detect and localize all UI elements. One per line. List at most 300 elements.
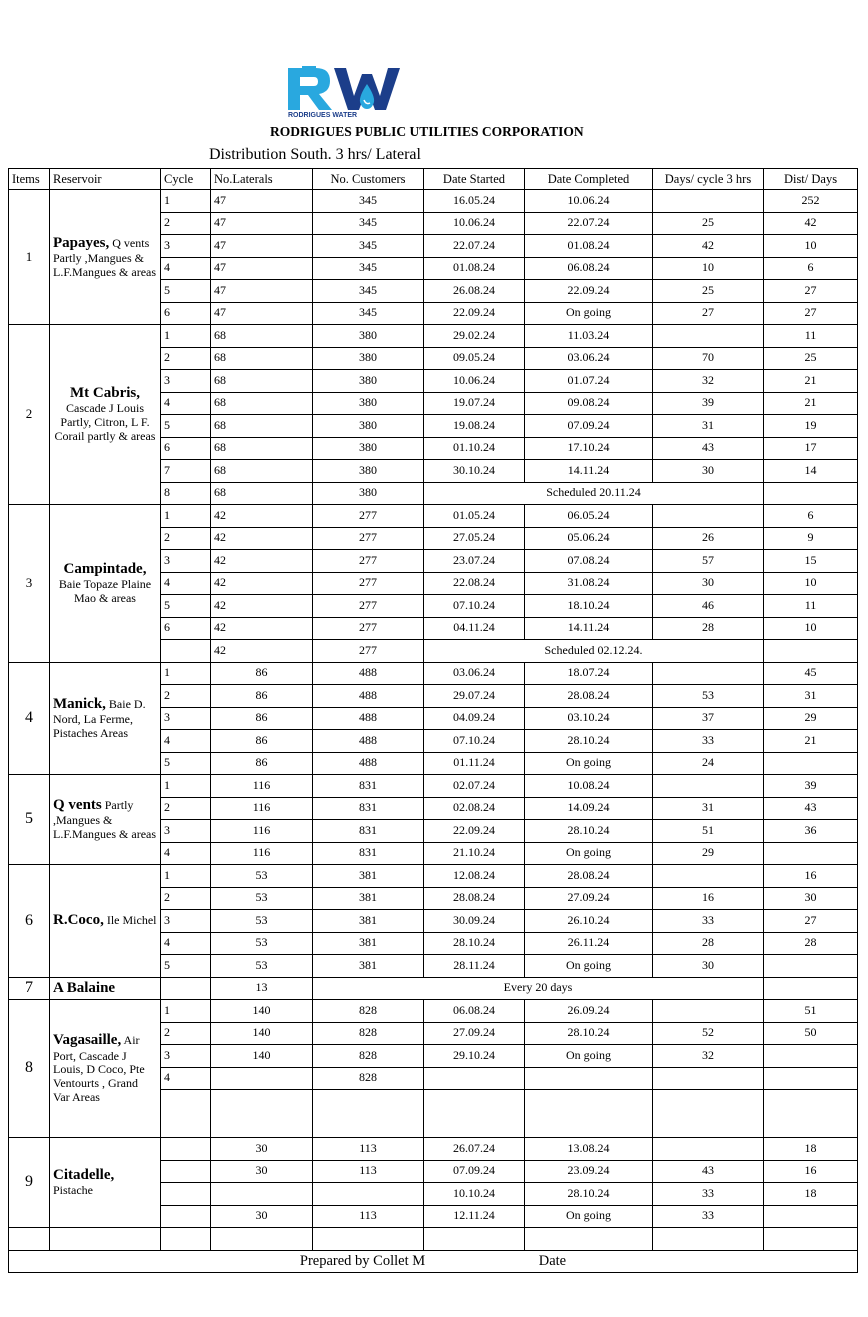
cycle-cell: 1 (161, 865, 211, 888)
column-header: No.Laterals (211, 169, 313, 190)
date-started-cell: 16.05.24 (424, 190, 525, 213)
customers-cell: 828 (313, 1000, 424, 1023)
days-cycle-cell: 29 (653, 842, 764, 865)
date-started-cell: 23.07.24 (424, 550, 525, 573)
customers-cell: 488 (313, 730, 424, 753)
date-started-cell: 10.06.24 (424, 212, 525, 235)
cycle-cell: 2 (161, 797, 211, 820)
reservoir-cell (50, 977, 161, 1000)
table-row (9, 505, 858, 528)
customers-cell: 488 (313, 685, 424, 708)
column-header: Date Started (424, 169, 525, 190)
table-row (9, 662, 858, 685)
date-completed-cell: 28.10.24 (525, 1183, 653, 1206)
customers-cell: 380 (313, 415, 424, 438)
customers-cell: 345 (313, 212, 424, 235)
date-completed-cell: 31.08.24 (525, 572, 653, 595)
laterals-cell: 116 (211, 775, 313, 798)
laterals-cell: 42 (211, 572, 313, 595)
dist-days-cell: 10 (764, 617, 858, 640)
days-cycle-cell: 43 (653, 1160, 764, 1183)
customers-cell: 828 (313, 1067, 424, 1090)
days-cycle-cell (764, 482, 858, 505)
laterals-cell: 140 (211, 1045, 313, 1068)
date-completed-cell: On going (525, 955, 653, 978)
customers-cell: 113 (313, 1138, 424, 1161)
days-cycle-cell: 53 (653, 685, 764, 708)
cycle-cell (161, 1205, 211, 1228)
date-started-cell: 28.10.24 (424, 932, 525, 955)
date-completed-cell: 22.09.24 (525, 280, 653, 303)
footer-cell (9, 1250, 858, 1273)
dist-days-cell: 16 (764, 1160, 858, 1183)
cycle-cell: 1 (161, 325, 211, 348)
date-completed-cell: 09.08.24 (525, 392, 653, 415)
days-cycle-cell: 32 (653, 1045, 764, 1068)
date-completed-cell: 27.09.24 (525, 887, 653, 910)
customers-cell: 277 (313, 617, 424, 640)
reservoir-areas: Cascade J Louis Partly, Citron, L F. Corail partly & areas (54, 401, 156, 444)
laterals-cell: 13 (211, 977, 313, 1000)
dist-days-cell: 29 (764, 707, 858, 730)
cycle-cell: 3 (161, 550, 211, 573)
laterals-cell (211, 1090, 313, 1138)
laterals-cell: 42 (211, 617, 313, 640)
laterals-cell (211, 1067, 313, 1090)
cycle-cell: 2 (161, 212, 211, 235)
date-started-cell: 01.08.24 (424, 257, 525, 280)
distribution-table (8, 168, 858, 1273)
laterals-cell: 68 (211, 415, 313, 438)
date-completed-cell (525, 1067, 653, 1090)
dist-days-cell: 30 (764, 887, 858, 910)
laterals-cell: 86 (211, 707, 313, 730)
laterals-cell: 30 (211, 1205, 313, 1228)
reservoir-name: Campintade, (63, 560, 147, 577)
item-number: 9 (9, 1138, 50, 1228)
column-header: Cycle (161, 169, 211, 190)
dist-days-cell: 19 (764, 415, 858, 438)
customers-cell: 380 (313, 460, 424, 483)
laterals-cell: 47 (211, 280, 313, 303)
customers-cell: 277 (313, 505, 424, 528)
customers-cell: 113 (313, 1205, 424, 1228)
cycle-cell (161, 1090, 211, 1138)
item-number: 4 (9, 662, 50, 775)
date-started-cell: 19.08.24 (424, 415, 525, 438)
document-header (0, 0, 868, 168)
date-completed-cell: 01.07.24 (525, 370, 653, 393)
dist-days-cell: 28 (764, 932, 858, 955)
cycle-cell: 1 (161, 190, 211, 213)
laterals-cell: 68 (211, 325, 313, 348)
days-cycle-cell (653, 1000, 764, 1023)
cycle-cell: 2 (161, 527, 211, 550)
cycle-cell: 4 (161, 932, 211, 955)
date-completed-cell: On going (525, 752, 653, 775)
reservoir-cell (50, 775, 161, 865)
date-label: Date (538, 1252, 567, 1269)
table-row (9, 865, 858, 888)
reservoir-name: Manick, (53, 695, 106, 712)
date-started-cell: 22.09.24 (424, 820, 525, 843)
date-completed-cell: 11.03.24 (525, 325, 653, 348)
dist-days-cell: 43 (764, 797, 858, 820)
laterals-cell: 47 (211, 257, 313, 280)
date-started-cell: 27.05.24 (424, 527, 525, 550)
logo-caption: RODRIGUES WATER (288, 112, 358, 118)
customers-cell: 828 (313, 1022, 424, 1045)
days-cycle-cell: 31 (653, 415, 764, 438)
cycle-cell: 3 (161, 1045, 211, 1068)
date-started-cell: 30.10.24 (424, 460, 525, 483)
cycle-cell: 6 (161, 302, 211, 325)
laterals-cell: 86 (211, 662, 313, 685)
reservoir-cell (50, 1138, 161, 1228)
date-completed-cell: 26.10.24 (525, 910, 653, 933)
date-started-cell: 10.06.24 (424, 370, 525, 393)
laterals-cell: 47 (211, 190, 313, 213)
date-started-cell: 09.05.24 (424, 347, 525, 370)
dist-days-cell: 10 (764, 235, 858, 258)
days-cycle-cell: 10 (653, 257, 764, 280)
dist-days-cell: 9 (764, 527, 858, 550)
customers-cell: 345 (313, 280, 424, 303)
dist-days-cell: 6 (764, 505, 858, 528)
table-row (9, 1000, 858, 1023)
laterals-cell: 116 (211, 797, 313, 820)
customers-cell: 488 (313, 752, 424, 775)
laterals-cell: 53 (211, 932, 313, 955)
laterals-cell: 42 (211, 505, 313, 528)
date-completed-cell: 03.06.24 (525, 347, 653, 370)
cycle-cell: 5 (161, 752, 211, 775)
laterals-cell: 86 (211, 685, 313, 708)
dist-days-cell: 11 (764, 595, 858, 618)
date-completed-cell: 01.08.24 (525, 235, 653, 258)
date-started-cell: 01.11.24 (424, 752, 525, 775)
laterals-cell: 116 (211, 820, 313, 843)
cycle-cell: 8 (161, 482, 211, 505)
customers-cell: 831 (313, 820, 424, 843)
dist-days-cell: 51 (764, 1000, 858, 1023)
days-cycle-cell (653, 325, 764, 348)
cycle-cell (161, 1160, 211, 1183)
cycle-cell: 4 (161, 572, 211, 595)
date-started-cell: 12.08.24 (424, 865, 525, 888)
customers-cell: 381 (313, 910, 424, 933)
date-started-cell: 19.07.24 (424, 392, 525, 415)
laterals-cell: 53 (211, 910, 313, 933)
reservoir-areas: Q vents Partly ,Mangues & L.F.Mangues & areas (53, 235, 157, 279)
date-completed-cell: 28.10.24 (525, 730, 653, 753)
reservoir-cell (50, 1000, 161, 1138)
days-cycle-cell: 28 (653, 932, 764, 955)
cycle-cell (161, 1138, 211, 1161)
reservoir-name: Mt Cabris, (70, 385, 140, 402)
cycle-cell: 4 (161, 392, 211, 415)
date-started-cell: 29.07.24 (424, 685, 525, 708)
dist-days-cell: 11 (764, 325, 858, 348)
reservoir-cell (50, 190, 161, 325)
days-cycle-cell: 30 (653, 572, 764, 595)
date-completed-cell: 28.08.24 (525, 685, 653, 708)
days-cycle-cell (653, 1090, 764, 1138)
dist-days-cell: 252 (764, 190, 858, 213)
item-number: 7 (9, 977, 50, 1000)
days-cycle-cell: 26 (653, 527, 764, 550)
date-completed-cell: On going (525, 842, 653, 865)
days-cycle-cell: 42 (653, 235, 764, 258)
item-number: 3 (9, 505, 50, 663)
laterals-cell: 42 (211, 527, 313, 550)
days-cycle-cell (653, 190, 764, 213)
date-started-cell: 01.10.24 (424, 437, 525, 460)
cycle-cell: 2 (161, 347, 211, 370)
dist-days-cell (764, 842, 858, 865)
item-number: 6 (9, 865, 50, 978)
cycle-cell: 1 (161, 662, 211, 685)
date-completed-cell: 03.10.24 (525, 707, 653, 730)
customers-cell: 277 (313, 595, 424, 618)
date-completed-cell: 22.07.24 (525, 212, 653, 235)
laterals-cell: 68 (211, 347, 313, 370)
customers-cell: 380 (313, 437, 424, 460)
cycle-cell: 2 (161, 887, 211, 910)
dist-days-cell: 27 (764, 302, 858, 325)
date-started-cell: 04.11.24 (424, 617, 525, 640)
date-started-cell: 04.09.24 (424, 707, 525, 730)
laterals-cell: 53 (211, 865, 313, 888)
date-completed-cell: 28.10.24 (525, 820, 653, 843)
dist-days-cell: 6 (764, 257, 858, 280)
dist-days-cell: 25 (764, 347, 858, 370)
laterals-cell: 47 (211, 212, 313, 235)
customers-cell: 381 (313, 955, 424, 978)
date-completed-cell: 18.10.24 (525, 595, 653, 618)
date-completed-cell: 13.08.24 (525, 1138, 653, 1161)
table-row (9, 775, 858, 798)
note-cell: Scheduled 20.11.24 (424, 482, 764, 505)
days-cycle-cell: 57 (653, 550, 764, 573)
date-started-cell: 26.08.24 (424, 280, 525, 303)
customers-cell: 380 (313, 370, 424, 393)
customers-cell: 380 (313, 347, 424, 370)
reservoir-name: Citadelle, (53, 1166, 115, 1183)
column-header: Days/ cycle 3 hrs (653, 169, 764, 190)
reservoir-cell (50, 325, 161, 505)
days-cycle-cell: 43 (653, 437, 764, 460)
customers-cell: 277 (313, 640, 424, 663)
customers-cell: 345 (313, 235, 424, 258)
days-cycle-cell: 25 (653, 212, 764, 235)
date-started-cell: 29.10.24 (424, 1045, 525, 1068)
cycle-cell: 3 (161, 707, 211, 730)
reservoir-name: A Balaine (53, 979, 116, 996)
date-started-cell: 26.07.24 (424, 1138, 525, 1161)
date-started-cell (424, 1067, 525, 1090)
days-cycle-cell: 39 (653, 392, 764, 415)
date-started-cell: 02.07.24 (424, 775, 525, 798)
cycle-cell: 5 (161, 415, 211, 438)
date-started-cell: 10.10.24 (424, 1183, 525, 1206)
dist-days-cell (764, 955, 858, 978)
date-completed-cell: On going (525, 302, 653, 325)
cycle-cell: 3 (161, 820, 211, 843)
customers-cell (313, 1090, 424, 1138)
cycle-cell: 6 (161, 617, 211, 640)
laterals-cell: 116 (211, 842, 313, 865)
cycle-cell: 4 (161, 1067, 211, 1090)
dist-days-cell: 14 (764, 460, 858, 483)
cycle-cell: 7 (161, 460, 211, 483)
column-header: Date Completed (525, 169, 653, 190)
table-header-row (9, 169, 858, 190)
laterals-cell: 68 (211, 437, 313, 460)
date-completed-cell: 10.06.24 (525, 190, 653, 213)
dist-days-cell: 42 (764, 212, 858, 235)
laterals-cell: 47 (211, 235, 313, 258)
date-completed-cell: 14.11.24 (525, 617, 653, 640)
days-cycle-cell (653, 662, 764, 685)
date-started-cell: 30.09.24 (424, 910, 525, 933)
rodrigues-water-logo (286, 66, 416, 118)
date-completed-cell: 28.08.24 (525, 865, 653, 888)
cycle-cell: 2 (161, 685, 211, 708)
laterals-cell: 140 (211, 1022, 313, 1045)
customers-cell: 277 (313, 527, 424, 550)
date-completed-cell: 06.05.24 (525, 505, 653, 528)
date-completed-cell: On going (525, 1045, 653, 1068)
customers-cell: 380 (313, 392, 424, 415)
table-row (9, 190, 858, 213)
date-started-cell: 06.08.24 (424, 1000, 525, 1023)
cycle-cell: 4 (161, 842, 211, 865)
date-started-cell: 22.07.24 (424, 235, 525, 258)
days-cycle-cell: 70 (653, 347, 764, 370)
date-started-cell: 07.10.24 (424, 595, 525, 618)
dist-days-cell: 50 (764, 1022, 858, 1045)
date-completed-cell: 23.09.24 (525, 1160, 653, 1183)
days-cycle-cell: 46 (653, 595, 764, 618)
laterals-cell (211, 1183, 313, 1206)
reservoir-name: R.Coco, (53, 912, 104, 929)
customers-cell: 277 (313, 550, 424, 573)
laterals-cell: 68 (211, 460, 313, 483)
dist-days-cell (764, 1090, 858, 1138)
days-cycle-cell: 33 (653, 1183, 764, 1206)
date-completed-cell: 14.11.24 (525, 460, 653, 483)
reservoir-name: Q vents (53, 797, 102, 814)
days-cycle-cell: 28 (653, 617, 764, 640)
laterals-cell: 42 (211, 640, 313, 663)
days-cycle-cell (764, 640, 858, 663)
dist-days-cell: 10 (764, 572, 858, 595)
laterals-cell: 53 (211, 887, 313, 910)
date-completed-cell: 28.10.24 (525, 1022, 653, 1045)
column-header: No. Customers (313, 169, 424, 190)
days-cycle-cell: 37 (653, 707, 764, 730)
dist-days-cell: 21 (764, 392, 858, 415)
date-started-cell: 28.08.24 (424, 887, 525, 910)
days-cycle-cell (764, 977, 858, 1000)
customers-cell: 831 (313, 842, 424, 865)
dist-days-cell (764, 752, 858, 775)
reservoir-areas: Pistache (53, 1183, 93, 1198)
cycle-cell: 6 (161, 437, 211, 460)
note-cell: Every 20 days (313, 977, 764, 1000)
item-number: 5 (9, 775, 50, 865)
cycle-cell: 2 (161, 1022, 211, 1045)
dist-days-cell: 36 (764, 820, 858, 843)
date-completed-cell: 26.11.24 (525, 932, 653, 955)
cycle-cell: 1 (161, 1000, 211, 1023)
column-header: Items (9, 169, 50, 190)
date-started-cell: 21.10.24 (424, 842, 525, 865)
customers-cell: 380 (313, 482, 424, 505)
cycle-cell: 3 (161, 235, 211, 258)
laterals-cell: 68 (211, 370, 313, 393)
item-number: 8 (9, 1000, 50, 1138)
date-completed-cell: 07.09.24 (525, 415, 653, 438)
reservoir-areas: Baie D. Nord, La Ferme, Pistaches Areas (53, 696, 146, 740)
date-started-cell: 03.06.24 (424, 662, 525, 685)
customers-cell: 277 (313, 572, 424, 595)
cycle-cell: 4 (161, 730, 211, 753)
date-completed-cell: On going (525, 1205, 653, 1228)
table-row (9, 325, 858, 348)
customers-cell: 381 (313, 865, 424, 888)
note-cell: Scheduled 02.12.24. (424, 640, 764, 663)
date-started-cell: 28.11.24 (424, 955, 525, 978)
dist-days-cell: 39 (764, 775, 858, 798)
cycle-cell (161, 640, 211, 663)
laterals-cell: 42 (211, 550, 313, 573)
prepared-by: Prepared by Collet M (299, 1252, 426, 1269)
customers-cell: 828 (313, 1045, 424, 1068)
laterals-cell: 140 (211, 1000, 313, 1023)
customers-cell: 345 (313, 257, 424, 280)
date-started-cell: 07.09.24 (424, 1160, 525, 1183)
reservoir-cell (50, 662, 161, 775)
reservoir-areas: Baie Topaze Plaine Mao & areas (58, 577, 152, 605)
date-started-cell: 02.08.24 (424, 797, 525, 820)
table-row (9, 1138, 858, 1161)
column-header: Dist/ Days (764, 169, 858, 190)
footer-row (9, 1250, 858, 1273)
days-cycle-cell: 33 (653, 1205, 764, 1228)
date-completed-cell: 18.07.24 (525, 662, 653, 685)
date-started-cell: 29.02.24 (424, 325, 525, 348)
dist-days-cell (764, 1067, 858, 1090)
days-cycle-cell: 51 (653, 820, 764, 843)
dist-days-cell (764, 1045, 858, 1068)
days-cycle-cell (653, 775, 764, 798)
dist-days-cell: 45 (764, 662, 858, 685)
days-cycle-cell: 30 (653, 460, 764, 483)
customers-cell: 381 (313, 932, 424, 955)
days-cycle-cell: 31 (653, 797, 764, 820)
date-started-cell (424, 1090, 525, 1138)
date-completed-cell (525, 1090, 653, 1138)
cycle-cell (161, 977, 211, 1000)
customers-cell: 831 (313, 797, 424, 820)
reservoir-cell (50, 505, 161, 663)
reservoir-name: Vagasaille, (53, 1032, 122, 1049)
cycle-cell: 1 (161, 775, 211, 798)
customers-cell: 380 (313, 325, 424, 348)
table-blank-row (9, 1228, 858, 1251)
